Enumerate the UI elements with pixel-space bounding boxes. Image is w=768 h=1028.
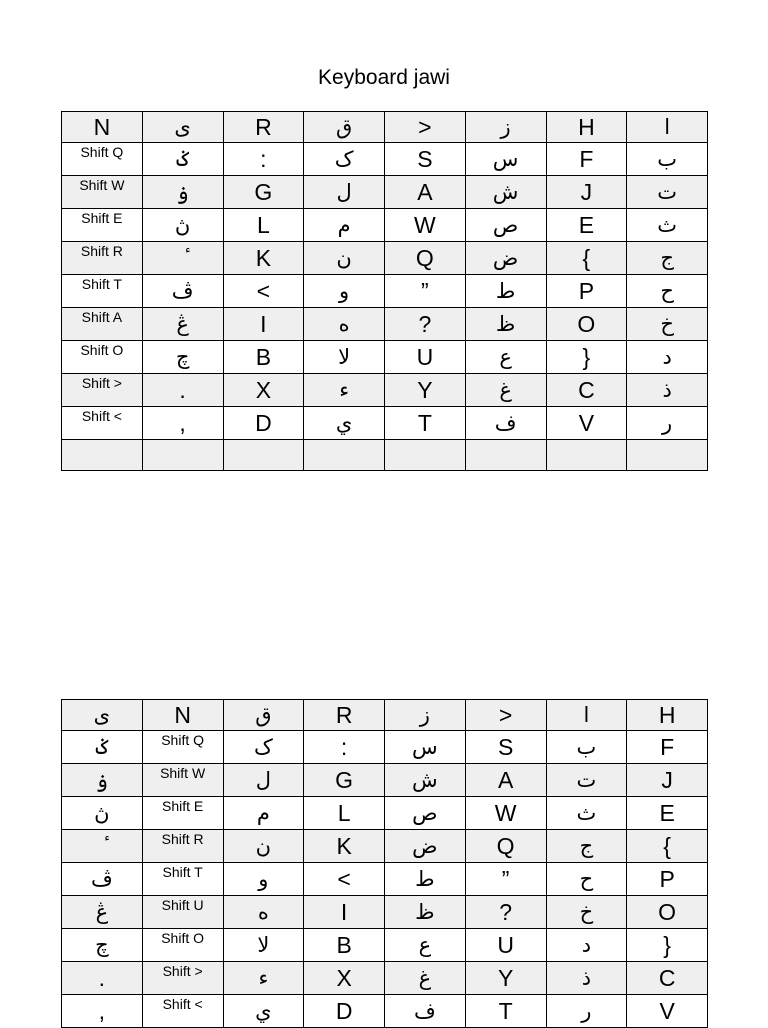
table-cell: خ: [546, 896, 627, 929]
table-cell: C: [627, 962, 708, 995]
table-row: [62, 374, 708, 407]
table-cell: ى: [62, 700, 143, 731]
table-cell: [385, 440, 466, 471]
table-cell: Shift W: [142, 764, 223, 797]
table-cell: Shift <: [142, 995, 223, 1028]
table-row: [62, 830, 708, 863]
table-cell: د: [627, 341, 708, 374]
table-cell: ه: [304, 308, 385, 341]
table-row: [62, 209, 708, 242]
table-cell: Q: [385, 242, 466, 275]
table-row: [62, 143, 708, 176]
table-cell: <: [223, 275, 304, 308]
table-cell: ا: [546, 700, 627, 731]
table-cell: و: [304, 275, 385, 308]
table-cell: V: [627, 995, 708, 1028]
table-cell: ش: [465, 176, 546, 209]
table-cell: ”: [465, 863, 546, 896]
table-cell: Shift R: [62, 242, 143, 275]
table-cell: Shift A: [62, 308, 143, 341]
table-cell: ز: [465, 112, 546, 143]
table-cell: ڠ: [62, 896, 143, 929]
table-cell: ء: [304, 374, 385, 407]
table-cell: ف: [465, 407, 546, 440]
table-cell: [62, 830, 143, 863]
table-cell: ک: [304, 143, 385, 176]
table-cell: ز: [385, 700, 466, 731]
table-cell: }: [627, 929, 708, 962]
table-cell: F: [627, 731, 708, 764]
table-cell: چ: [142, 341, 223, 374]
table-cell: ن: [223, 830, 304, 863]
table-cell: F: [546, 143, 627, 176]
table-row: [62, 275, 708, 308]
table-cell: X: [223, 374, 304, 407]
table-row: [62, 929, 708, 962]
table-cell: ۏ: [142, 176, 223, 209]
table-cell: ݢ: [142, 143, 223, 176]
table-cell: چ: [62, 929, 143, 962]
table-row: [62, 731, 708, 764]
table-row: [62, 764, 708, 797]
table-cell: K: [304, 830, 385, 863]
table-cell: D: [223, 407, 304, 440]
table-cell: H: [627, 700, 708, 731]
table-cell: ه: [223, 896, 304, 929]
table-cell: C: [546, 374, 627, 407]
table-cell: B: [304, 929, 385, 962]
table-cell: S: [465, 731, 546, 764]
table-cell: Shift Q: [62, 143, 143, 176]
table-cell: [223, 440, 304, 471]
table-cell: ء: [223, 962, 304, 995]
table-cell: }: [546, 341, 627, 374]
table-cell: T: [465, 995, 546, 1028]
table-cell: ط: [465, 275, 546, 308]
table-cell: ?: [465, 896, 546, 929]
table-cell: B: [223, 341, 304, 374]
table-cell: Shift >: [62, 374, 143, 407]
table-cell: Shift E: [62, 209, 143, 242]
table-cell: خ: [627, 308, 708, 341]
table-cell: :: [304, 731, 385, 764]
table-row: [62, 112, 708, 143]
table-cell: ت: [627, 176, 708, 209]
table-cell: >: [465, 700, 546, 731]
table-cell: Shift <: [62, 407, 143, 440]
table-cell: K: [223, 242, 304, 275]
table-cell: Q: [465, 830, 546, 863]
table-row: [62, 440, 708, 471]
table-cell: ,: [62, 995, 143, 1028]
table-cell: ج: [627, 242, 708, 275]
table-cell: L: [304, 797, 385, 830]
table-cell: G: [223, 176, 304, 209]
table-cell: O: [546, 308, 627, 341]
table-cell: .: [142, 374, 223, 407]
table-cell: V: [546, 407, 627, 440]
table-cell: {: [546, 242, 627, 275]
table-cell: م: [304, 209, 385, 242]
table-row: [62, 896, 708, 929]
table-cell: ,: [142, 407, 223, 440]
table-cell: س: [465, 143, 546, 176]
table-cell: Y: [385, 374, 466, 407]
table-cell: I: [223, 308, 304, 341]
table-cell: [465, 440, 546, 471]
table-cell: ح: [546, 863, 627, 896]
table-cell: J: [627, 764, 708, 797]
table-cell: P: [546, 275, 627, 308]
table-cell: Y: [465, 962, 546, 995]
table-cell: N: [62, 112, 143, 143]
table-cell: G: [304, 764, 385, 797]
table-cell: ص: [465, 209, 546, 242]
table-cell: ع: [465, 341, 546, 374]
table-cell: غ: [465, 374, 546, 407]
table-cell: <: [304, 863, 385, 896]
table-cell: T: [385, 407, 466, 440]
table-cell: [304, 440, 385, 471]
keyboard-table-2: [61, 699, 708, 1028]
table-cell: ڤ: [62, 863, 143, 896]
table-cell: Shift E: [142, 797, 223, 830]
table-cell: ل: [304, 176, 385, 209]
table-row: [62, 341, 708, 374]
table-cell: Shift >: [142, 962, 223, 995]
table-row: [62, 995, 708, 1028]
table-cell: [546, 440, 627, 471]
table-cell: {: [627, 830, 708, 863]
table-cell: ڽ: [62, 797, 143, 830]
table-cell: ݢ: [62, 731, 143, 764]
table-cell: ح: [627, 275, 708, 308]
table-cell: ظ: [465, 308, 546, 341]
table-cell: N: [142, 700, 223, 731]
table-cell: ض: [465, 242, 546, 275]
table-cell: Shift Q: [142, 731, 223, 764]
table-cell: Shift U: [142, 896, 223, 929]
table-cell: E: [627, 797, 708, 830]
table-cell: ت: [546, 764, 627, 797]
table-cell: ن: [304, 242, 385, 275]
table-cell: ج: [546, 830, 627, 863]
table-cell: ث: [627, 209, 708, 242]
table-cell: R: [304, 700, 385, 731]
table-row: [62, 407, 708, 440]
table-cell: غ: [385, 962, 466, 995]
table-cell: د: [546, 929, 627, 962]
table-cell: ق: [223, 700, 304, 731]
table-cell: ا: [627, 112, 708, 143]
table-cell: م: [223, 797, 304, 830]
table-cell: ش: [385, 764, 466, 797]
table-cell: >: [385, 112, 466, 143]
table-cell: ل: [223, 764, 304, 797]
table-cell: ف: [385, 995, 466, 1028]
table-cell: A: [465, 764, 546, 797]
table-cell: ۏ: [62, 764, 143, 797]
table-cell: ي: [223, 995, 304, 1028]
table-cell: لا: [223, 929, 304, 962]
table-cell: L: [223, 209, 304, 242]
table-cell: [62, 440, 143, 471]
table-cell: [142, 242, 223, 275]
table-cell: Shift T: [62, 275, 143, 308]
table-cell: U: [385, 341, 466, 374]
table-cell: و: [223, 863, 304, 896]
table-cell: ي: [304, 407, 385, 440]
table-cell: J: [546, 176, 627, 209]
table-cell: ع: [385, 929, 466, 962]
table-cell: ذ: [627, 374, 708, 407]
table-cell: لا: [304, 341, 385, 374]
table-cell: U: [465, 929, 546, 962]
table-cell: ک: [223, 731, 304, 764]
table-cell: Shift T: [142, 863, 223, 896]
table-cell: ذ: [546, 962, 627, 995]
table-cell: I: [304, 896, 385, 929]
table-row: [62, 700, 708, 731]
table-cell: ر: [546, 995, 627, 1028]
table-cell: Shift O: [62, 341, 143, 374]
table-cell: ى: [142, 112, 223, 143]
table-cell: ”: [385, 275, 466, 308]
keyboard-table-1: [61, 111, 708, 471]
table-row: [62, 176, 708, 209]
table-cell: ڤ: [142, 275, 223, 308]
table-cell: O: [627, 896, 708, 929]
table-cell: R: [223, 112, 304, 143]
table-cell: Shift W: [62, 176, 143, 209]
table-cell: E: [546, 209, 627, 242]
table-row: [62, 962, 708, 995]
table-cell: ض: [385, 830, 466, 863]
table-cell: A: [385, 176, 466, 209]
table-cell: ق: [304, 112, 385, 143]
table-cell: S: [385, 143, 466, 176]
table-cell: ص: [385, 797, 466, 830]
table-cell: X: [304, 962, 385, 995]
table-cell: ?: [385, 308, 466, 341]
table-cell: ط: [385, 863, 466, 896]
table-row: [62, 308, 708, 341]
table-cell: ب: [627, 143, 708, 176]
table-cell: W: [465, 797, 546, 830]
table-cell: ظ: [385, 896, 466, 929]
table-row: [62, 242, 708, 275]
table-cell: ڽ: [142, 209, 223, 242]
table-cell: ب: [546, 731, 627, 764]
table-cell: P: [627, 863, 708, 896]
table-cell: .: [62, 962, 143, 995]
table-cell: ث: [546, 797, 627, 830]
table-cell: W: [385, 209, 466, 242]
table-cell: H: [546, 112, 627, 143]
table-cell: ڠ: [142, 308, 223, 341]
document-title: Keyboard jawi: [318, 66, 450, 89]
table-cell: Shift R: [142, 830, 223, 863]
table-cell: [627, 440, 708, 471]
table-cell: [142, 440, 223, 471]
table-cell: :: [223, 143, 304, 176]
table-row: [62, 797, 708, 830]
table-cell: D: [304, 995, 385, 1028]
table-row: [62, 863, 708, 896]
table-cell: س: [385, 731, 466, 764]
table-cell: Shift O: [142, 929, 223, 962]
table-cell: ر: [627, 407, 708, 440]
